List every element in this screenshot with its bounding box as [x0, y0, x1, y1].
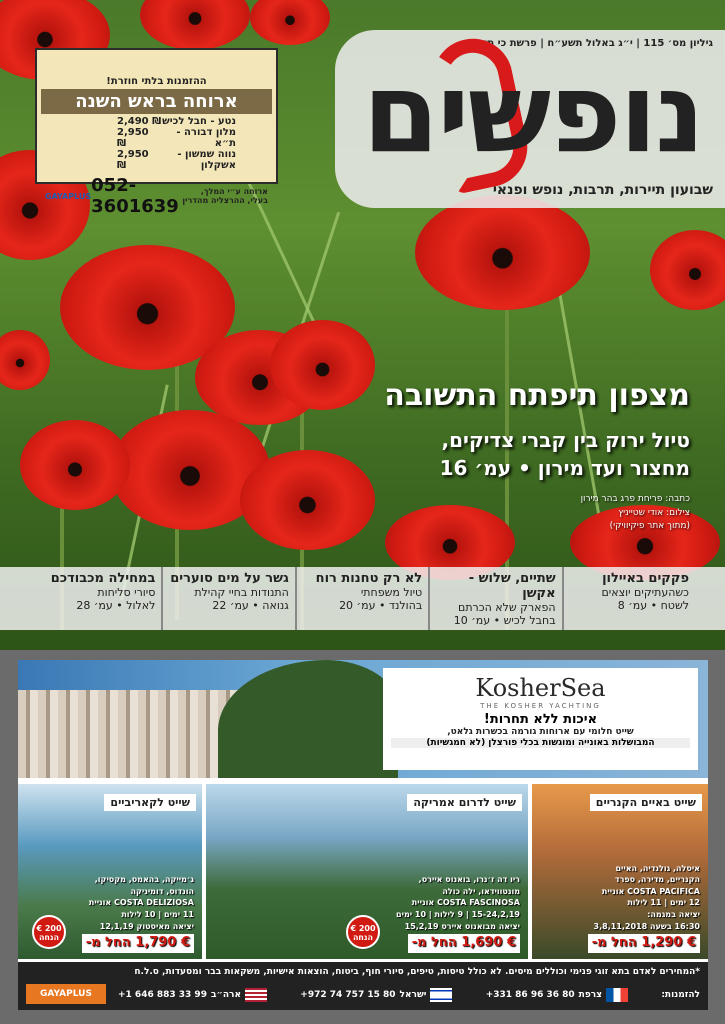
- price-disclaimer: *המחירים לאדם בתא זוגי פנימי וכוללים מיסים. לא כולל טיסות, טיפים, סיורי חוף, ביטוח, הוצאות אישיות, משקאות בבר ומסעדות, ס.ל.ח: [134, 967, 700, 977]
- cruise-ad[interactable]: [18, 660, 708, 1010]
- cruise-card-south-america[interactable]: [206, 784, 528, 959]
- koshersea-line: שייט חלומי עם ארוחות גורמה בכשרות גלאט,: [447, 727, 634, 737]
- cruise-title: שייט לדרום אמריקה: [407, 794, 522, 811]
- photo-credits: כתבה: פריחת פרג בהר מירון צילום: אודי שטייניץ (מתוך אתר פיקיוויקי): [580, 494, 690, 531]
- cruise-ad-footer: [18, 962, 708, 1010]
- section-teaser[interactable]: גשר על מים סוערים התנודות בחיי קהילת גנואה • עמ׳ 22: [161, 567, 294, 630]
- booking-label: להזמנות:: [661, 990, 700, 1000]
- discount-badge: 200 € הנחה: [32, 915, 66, 949]
- rosh-hashana-ad[interactable]: [35, 48, 278, 217]
- section-teaser[interactable]: במחילה מכבודכם סיורי סליחות לאלול • עמ׳ 28: [50, 571, 156, 612]
- contact-israel[interactable]: ישראל +972 74 757 15 80: [300, 988, 452, 1002]
- contact-usa[interactable]: ארה״ב +1 646 883 33 99: [118, 988, 267, 1002]
- section-teaser[interactable]: פקקים באיילון כשהעתיקים יוצאים לשטח • עמ׳ 8: [562, 567, 695, 630]
- ad-row: מלון דבורה - ת״א 2,950 ₪: [117, 127, 236, 149]
- israel-flag-icon: [430, 988, 452, 1002]
- cover-subhead: טיול ירוק בין קברי צדיקים,: [441, 428, 690, 452]
- discount-badge: 200 € הנחה: [346, 915, 380, 949]
- cruise-title: שייט לקאריביים: [104, 794, 196, 811]
- cruise-title: שייט באיים הקנריים: [590, 794, 702, 811]
- cruise-details: ריו דה ז׳נרו, בואנוס איירס, מונטווידאו, ילה כולה COSTA FASCINOSA אוניית 15-24,2,19 | 9 לילות | 10 ימים יציאה מבואנוס איירס 15,2,19 € 1,690 החל מ-: [396, 874, 520, 953]
- france-flag-icon: [606, 988, 628, 1002]
- city-photo: [18, 690, 238, 778]
- masthead: [335, 30, 725, 208]
- ad-row: נווה שמשון - אשקלון 2,950 ₪: [117, 149, 236, 171]
- tagline: שבועון תיירות, תרבות, נופש ופנאי: [492, 182, 713, 198]
- koshersea-logo: KosherSea: [475, 674, 606, 702]
- cruise-price: € 1,290 החל מ-: [588, 934, 700, 953]
- ad-footnote: ארוחה ע״י המלך, בעלי, ההרצליה מהדרין: [182, 187, 268, 205]
- cover-subhead-page: מחצור ועד מירון • עמ׳ 16: [439, 456, 690, 480]
- cover-headline: מצפון תיפתח התשובה: [384, 378, 690, 413]
- cruise-details: ג׳מייקה, בהאמס, מקסיקו, הונדוס, דומיניקה COSTA DELIZIOSA אוניית 11 ימים | 10 לילות יציאה מאיסטוק 12,1,19 € 1,790 החל מ-: [82, 874, 194, 953]
- usa-flag-icon: [245, 988, 267, 1002]
- cruise-ad-banner: [18, 660, 708, 778]
- ad-title: ארוחה בראש השנה: [41, 89, 272, 114]
- ad-phone[interactable]: 052-3601639: [91, 175, 179, 217]
- issue-info: גיליון מס׳ 115 | י״ג באלול תשע״ח | פרשת כי תצא: [473, 38, 713, 49]
- section-teaser[interactable]: שתיים, שלוש - אקשן הפארק שלא הכרתם בחבל לכיש • עמ׳ 10: [428, 567, 561, 630]
- contact-row: [118, 988, 700, 1002]
- mountain-photo: [218, 660, 398, 778]
- contact-france[interactable]: צרפת +331 86 96 36 80: [486, 988, 628, 1002]
- ad-row: נטע - חבל לכיש 2,490 ₪: [117, 116, 236, 127]
- sections-strip: [0, 567, 725, 630]
- section-teaser[interactable]: לא רק טחנות רוח טיול משפחתי בהולנד • עמ׳ 20: [295, 567, 428, 630]
- cruise-price: € 1,690 החל מ-: [408, 934, 520, 953]
- magazine-logo: נופשים: [362, 49, 703, 177]
- koshersea-headline: איכות ללא תחרות!: [483, 712, 598, 727]
- koshersea-line: המבושלות באונייה ומוגשות בכלי פורצלן (לא חמגשיות): [391, 738, 690, 748]
- cruise-price: € 1,790 החל מ-: [82, 934, 194, 953]
- cruise-card-caribbean[interactable]: [18, 784, 202, 959]
- cruise-card-canary[interactable]: [532, 784, 708, 959]
- ad-notice: ההזמנות בלתי חוזרת!: [106, 76, 207, 87]
- koshersea-sub: THE KOSHER YACHTING: [480, 702, 601, 710]
- ad-brand-logo: GAYAPLUS: [45, 191, 92, 201]
- agency-logo: GAYAPLUS: [26, 984, 106, 1004]
- koshersea-box: [383, 668, 698, 770]
- cruise-details: איסלה, גולנדיה, האיים הקנריים, מדירה, ספרד COSTA PACIFICA אוניית 12 ימים | 11 לילות יציאה במגמה: 16:30 בשעה 3,8,11,2018 € 1,290 החל מ-: [588, 863, 700, 953]
